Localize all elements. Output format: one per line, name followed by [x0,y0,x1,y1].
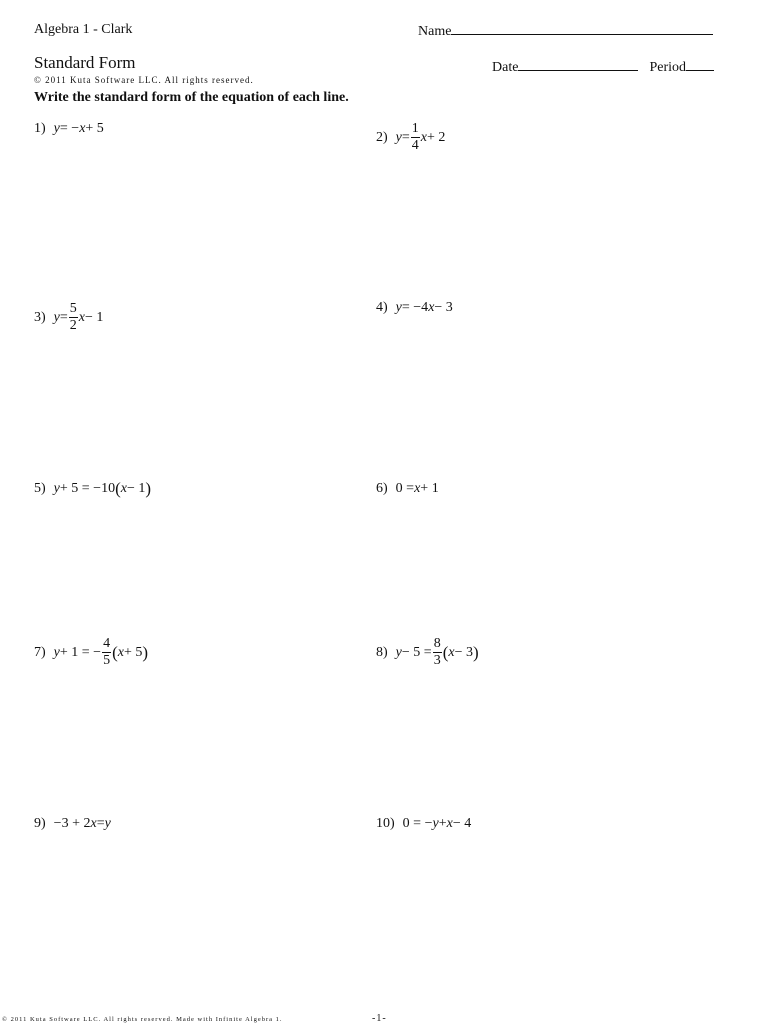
expr-text: + [438,816,447,831]
expr-text: − 1 [126,480,146,496]
var-x: x [420,129,428,145]
copyright-notice: © 2011 Kuta Software LLC. All rights reserved. [34,75,254,85]
paren-close: ) [472,643,479,662]
problem-2 [376,122,445,153]
name-field[interactable] [418,22,713,40]
problem-number: 8) [376,644,388,660]
problem-8 [376,637,479,668]
var-x: x [428,300,435,315]
expr-text: 0 = − [402,816,433,831]
problem-number: 5) [34,480,46,496]
paren-close: ) [145,479,152,498]
expr-text: − 4 [452,816,472,831]
expr-text: = −4 [401,300,429,315]
footer-copyright: © 2011 Kuta Software LLC. All rights reserved. Made with Infinite Algebra 1. [2,1016,283,1023]
paren-open: ( [442,643,449,662]
expr-text: + 5 = −10 [59,480,116,496]
var-x: x [446,816,453,831]
name-label: Name [418,24,452,39]
expr-text: + 1 = − [59,644,102,660]
var-y: y [395,300,402,315]
expr-text: = − [59,121,80,136]
name-blank[interactable] [451,22,713,35]
problem-number: 10) [376,816,395,831]
date-field[interactable] [492,58,714,76]
expr-text: 0 = [395,481,415,496]
var-y: y [395,129,402,145]
paren-open: ( [112,643,118,662]
instructions: Write the standard form of the equation of each line. [34,90,349,105]
fraction [69,302,78,333]
var-y: y [53,644,60,660]
var-y: y [53,121,60,136]
var-x: x [79,121,86,136]
expr-text: + 2 [427,129,446,145]
var-x: x [448,644,455,660]
problem-number: 2) [376,129,388,145]
problem-10 [376,817,471,831]
var-x: x [414,481,421,496]
problem-4 [376,301,453,315]
var-x: x [90,816,97,831]
date-blank[interactable] [518,58,638,71]
problem-7 [34,637,148,668]
date-label: Date [492,60,519,75]
course-label: Algebra 1 - Clark [34,22,133,37]
expr-text: − 3 [434,300,453,315]
denominator: 2 [69,318,77,333]
problem-number: 3) [34,309,46,325]
problem-6 [376,482,439,496]
worksheet-title: Standard Form [34,53,136,72]
var-y: y [432,816,439,831]
problem-3 [34,302,103,333]
problem-1 [34,122,104,136]
numerator: 5 [69,301,77,316]
var-x: x [117,644,124,660]
var-x: x [120,480,127,496]
problem-number: 4) [376,300,388,315]
paren-close: ) [142,643,149,662]
problem-9 [34,817,111,831]
paren-open: ( [115,479,121,498]
expr-text: − 3 [454,644,473,660]
denominator: 5 [103,653,111,668]
numerator: 1 [411,121,419,136]
numerator: 8 [433,636,441,651]
problem-5 [34,480,151,497]
fraction [411,122,420,153]
expr-text: + 5 [123,644,143,660]
expr-text: = [401,129,410,145]
expr-text: − 1 [85,309,104,325]
denominator: 3 [433,653,441,668]
var-x: x [78,309,86,325]
period-blank[interactable] [686,58,714,71]
problem-number: 1) [34,121,46,136]
expr-text: − 5 = [401,644,432,660]
expr-text: + 1 [420,481,439,496]
var-y: y [53,309,60,325]
denominator: 4 [411,138,419,153]
var-y: y [53,480,60,496]
problem-number: 9) [34,816,46,831]
numerator: 4 [103,636,111,651]
var-y: y [104,816,111,831]
fraction [433,637,442,668]
expr-text: + 5 [85,121,104,136]
expr-text: −3 + 2 [53,816,91,831]
problem-number: 6) [376,481,388,496]
expr-text: = [59,309,68,325]
problem-number: 7) [34,644,46,660]
period-label: Period [649,60,686,75]
fraction [102,637,111,668]
var-y: y [395,644,402,660]
expr-text: = [96,816,105,831]
page-number: -1- [372,1013,387,1024]
